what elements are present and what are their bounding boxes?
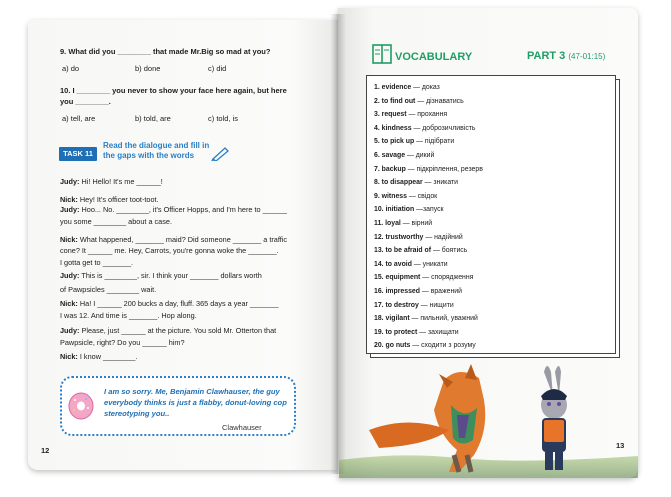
vocab-item xyxy=(374,328,459,337)
dialogue-line xyxy=(60,195,159,205)
dialogue-speaker: Nick: xyxy=(60,299,78,308)
vocab-word: 16. impressed xyxy=(374,288,420,295)
vocab-translation: — нищити xyxy=(418,301,454,309)
dialogue-line xyxy=(60,352,137,362)
q10-option-b[interactable]: b) told, are xyxy=(135,114,171,123)
vocab-translation: — дізнаватись xyxy=(415,97,464,105)
vocab-word: 8. to disappear xyxy=(374,179,423,187)
q10-option-c[interactable]: c) told, is xyxy=(208,114,239,123)
vocab-word: 13. to be afraid of xyxy=(374,247,432,255)
vocab-item xyxy=(374,124,476,133)
vocab-word: 15. equipment xyxy=(374,274,421,282)
vocab-translation: — зникати xyxy=(422,179,459,187)
vocab-item xyxy=(374,301,454,310)
quote-text: I am so sorry. Me, Benjamin Clawhauser, the guy everybody thinks is just a flabby, donut-loving cop stereotyping you.. xyxy=(104,387,287,418)
question-9: 9. What did you ________ that made Mr.Big so mad at you? xyxy=(60,47,271,56)
vocabulary-title: VOCABULARY xyxy=(395,51,473,63)
vocab-item xyxy=(374,246,467,255)
vocab-word: 2. to find out xyxy=(374,97,416,105)
question-10-line2: you ________. xyxy=(60,97,111,106)
vocab-item xyxy=(374,165,483,174)
vocab-translation: — пильний, уважний xyxy=(409,315,478,323)
dialogue-line xyxy=(60,205,287,215)
q9-option-c[interactable]: c) did xyxy=(208,64,227,73)
vocab-word: 10. initiation xyxy=(374,206,415,214)
vocab-item xyxy=(374,287,462,296)
vocab-translation: — свідок xyxy=(406,192,438,200)
vocab-translation: — боятись xyxy=(431,247,468,255)
dialogue-text: I was 12. And time is _______. Hop along. xyxy=(60,311,197,320)
vocab-translation: — уникати xyxy=(411,260,448,268)
task-badge: TASK 11 xyxy=(59,147,97,161)
vocab-translation: — надійний xyxy=(423,233,463,241)
vocab-item xyxy=(374,260,448,269)
dialogue-text: Pawpsicle, right? Do you ______ him? xyxy=(60,338,185,347)
dialogue-speaker: Judy: xyxy=(60,326,80,335)
task-instruction: Read the dialogue and fill in the gaps with the words xyxy=(103,141,210,160)
dialogue-text: I gotta get to _______. xyxy=(60,258,134,267)
dialogue-speaker: Nick: xyxy=(60,195,78,204)
vocab-item xyxy=(374,219,432,228)
fox-and-bunny-illustration xyxy=(339,360,638,478)
q9-option-b[interactable]: b) done xyxy=(135,64,161,73)
pencil-icon xyxy=(210,145,232,161)
dialogue-line xyxy=(60,271,262,281)
book-icon xyxy=(372,43,392,65)
dialogue-speaker: Nick: xyxy=(60,235,78,244)
vocab-item xyxy=(374,205,444,214)
vocab-word: 19. to protect xyxy=(374,328,418,336)
dialogue-line xyxy=(60,177,163,187)
donut-icon xyxy=(66,388,96,422)
vocab-item xyxy=(374,341,476,350)
dialogue-line xyxy=(60,285,156,295)
vocab-item xyxy=(374,97,464,106)
dialogue-text: Hi! Hello! It's me ______! xyxy=(79,177,163,186)
vocab-item xyxy=(374,151,434,160)
vocab-translation: — підкріплення, резерв xyxy=(405,165,483,173)
vocab-word: 4. kindness xyxy=(374,124,412,132)
dialogue-speaker: Nick: xyxy=(60,352,78,361)
vocab-item xyxy=(374,273,473,282)
vocab-item xyxy=(374,178,458,187)
vocab-word: 14. to avoid xyxy=(374,260,412,268)
vocab-item xyxy=(374,314,478,323)
dialogue-text: cone? It ______ me. Hey, Carrots, you're gonna woke the _______. xyxy=(60,246,279,255)
vocab-translation: — сходити з розуму xyxy=(410,342,476,350)
dialogue-line xyxy=(60,311,197,321)
vocab-translation: — доказ xyxy=(411,84,440,91)
q10-option-a[interactable]: a) tell, are xyxy=(62,114,96,123)
vocab-translation: — вражений xyxy=(419,288,462,295)
dialogue-text: Please, just ______ at the picture. You sold Mr. Otterton that xyxy=(79,326,277,335)
question-10-line1: 10. I ________ you never to show your face here again, but here xyxy=(60,86,287,95)
dialogue-speaker: Judy: xyxy=(60,271,80,280)
vocab-word: 1. evidence xyxy=(374,84,412,91)
part-time: (47-01:15) xyxy=(568,52,606,61)
dialogue-line xyxy=(60,246,279,256)
vocab-translation: — захищати xyxy=(417,328,459,336)
vocab-word: 6. savage xyxy=(374,152,406,159)
page-number-right: 13 xyxy=(616,441,625,450)
dialogue-text: Hoo... No. ________, it's Officer Hopps, and I'm here to ______ xyxy=(79,205,287,214)
vocab-word: 20. go nuts xyxy=(374,342,411,350)
vocab-translation: — підібрати xyxy=(414,138,455,146)
dialogue-line xyxy=(60,258,133,268)
dialogue-text: Ha! I ______ 200 bucks a day, fluff. 365 days a year _______ xyxy=(77,299,279,308)
vocab-item xyxy=(374,110,447,119)
vocab-item xyxy=(374,137,454,146)
dialogue-text: of Pawpsicles ________ wait. xyxy=(60,285,157,294)
vocab-translation: — прохання xyxy=(406,111,448,119)
part-label: PART 3 xyxy=(527,50,566,62)
vocab-word: 7. backup xyxy=(374,165,406,173)
page-number-left: 12 xyxy=(41,446,50,455)
dialogue-line xyxy=(60,235,287,245)
vocab-word: 9. witness xyxy=(374,192,407,200)
vocab-item xyxy=(374,233,463,242)
dialogue-text: Hey! It's officer toot-toot. xyxy=(77,195,159,204)
dialogue-line xyxy=(60,299,278,309)
dialogue-line xyxy=(60,217,172,227)
quote-author: Clawhauser xyxy=(222,423,262,432)
dialogue-line xyxy=(60,338,185,348)
vocab-word: 5. to pick up xyxy=(374,138,415,146)
dialogue-text: I know ________. xyxy=(77,352,138,361)
vocab-item xyxy=(374,83,440,92)
part-title xyxy=(527,50,605,62)
vocab-translation: — доброзичливість xyxy=(411,124,476,132)
vocab-word: 11. loyal xyxy=(374,220,401,227)
dialogue-speaker: Judy: xyxy=(60,177,80,186)
dialogue-speaker: Judy: xyxy=(60,205,80,214)
dialogue-text: This is ________, sir. I think your _______ dollars worth xyxy=(79,271,262,280)
vocab-item xyxy=(374,192,437,201)
dialogue-text: you some ________ about a case. xyxy=(60,217,172,226)
vocab-translation: —запуск xyxy=(414,206,444,214)
vocab-translation: — дикий xyxy=(405,152,435,159)
vocab-word: 3. request xyxy=(374,111,407,119)
vocab-translation: — вірний xyxy=(400,220,433,227)
dialogue-text: What happened, _______ maid? Did someone _______ a traffic xyxy=(77,235,288,244)
vocab-word: 18. vigilant xyxy=(374,315,410,323)
vocab-word: 17. to destroy xyxy=(374,301,419,309)
dialogue-line xyxy=(60,326,276,336)
q9-option-a[interactable]: a) do xyxy=(62,64,80,73)
vocab-word: 12. trustworthy xyxy=(374,233,424,241)
vocab-translation: — спорядження xyxy=(420,274,474,282)
